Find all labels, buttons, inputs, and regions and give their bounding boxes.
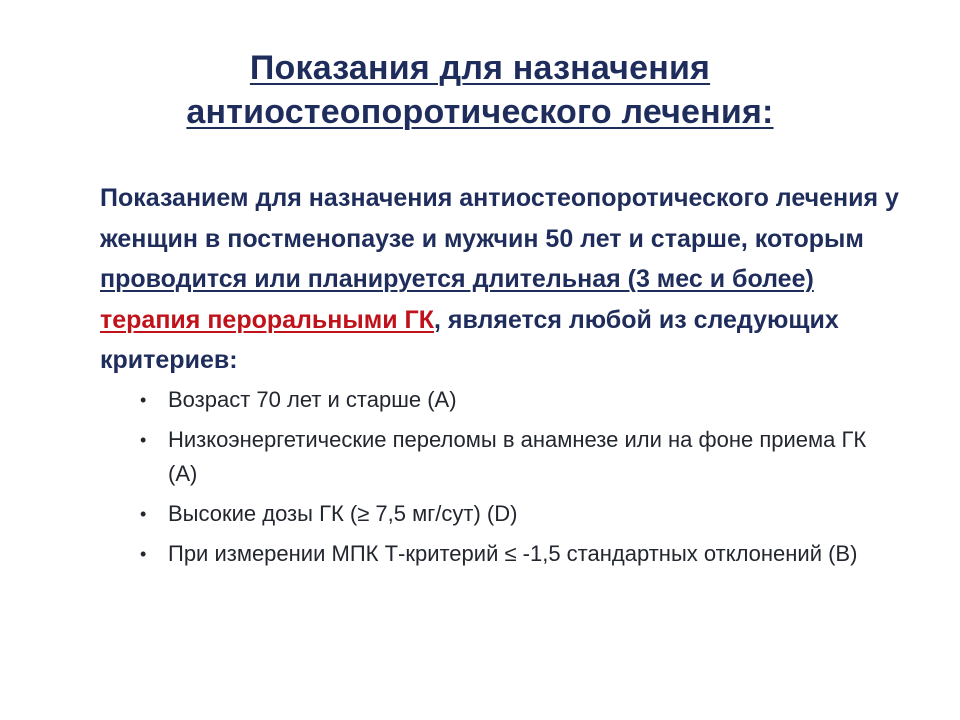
intro-paragraph (100, 178, 900, 381)
intro-text-end: , является любой из следующих критериев: (100, 305, 839, 374)
criteria-item (140, 423, 880, 491)
criteria-list (140, 383, 880, 577)
bullet-icon: • (140, 504, 147, 524)
criteria-item (140, 497, 880, 531)
slide-title-line-2: антиостеопоротического лечения: (186, 93, 774, 131)
bullet-icon: • (140, 390, 147, 410)
criteria-item (140, 537, 880, 571)
criteria-item-text: Возраст 70 лет и старше (А) (168, 387, 457, 412)
criteria-item (140, 383, 880, 417)
criteria-item-text: При измерении МПК Т-критерий ≤ -1,5 стандартных отклонений (В) (168, 541, 858, 566)
criteria-item-text: Низкоэнергетические переломы в анамнезе или на фоне приема ГК (А) (168, 427, 867, 486)
intro-text-start: Показанием для назначения антиостеопоротического лечения у женщин в постменопаузе и мужчин 50 лет и старше, которым (100, 184, 899, 253)
intro-underlined-duration: проводится или планируется длительная (3 мес и более) (100, 265, 814, 293)
criteria-item-text: Высокие дозы ГК (≥ 7,5 мг/сут) (D) (168, 501, 518, 526)
slide-title-line-1: Показания для назначения (249, 49, 711, 87)
bullet-icon: • (140, 544, 147, 564)
intro-highlight-oral-gc: терапия пероральными ГК (100, 305, 434, 334)
bullet-icon: • (140, 430, 147, 450)
slide-title (60, 46, 900, 134)
